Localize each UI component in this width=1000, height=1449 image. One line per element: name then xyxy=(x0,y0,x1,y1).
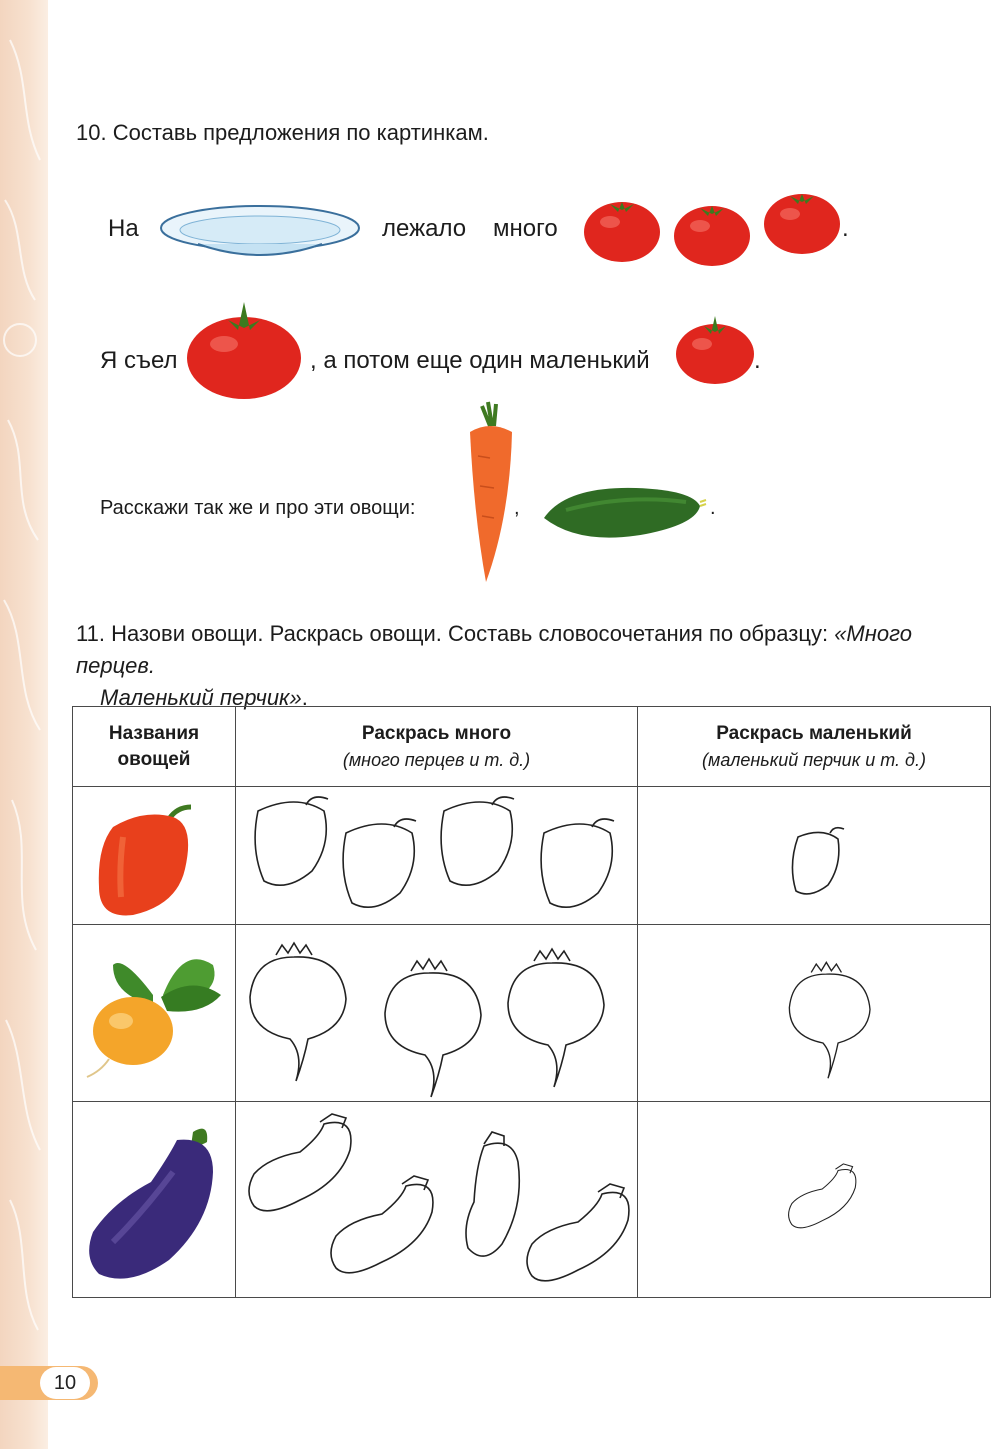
sentence2-middle: , а потом еще один маленький xyxy=(310,347,650,374)
page-number: 10 xyxy=(40,1367,90,1399)
small-tomato-icon xyxy=(674,314,756,386)
carrot-icon xyxy=(460,396,520,586)
pepper-many-outline-cell[interactable] xyxy=(236,787,638,925)
eggplant-picture-cell xyxy=(73,1101,236,1297)
pepper-small-outline-cell[interactable] xyxy=(638,787,991,925)
sentence2-start: Я съел xyxy=(100,347,178,374)
header-color-many-note: (много перцев и т. д.) xyxy=(342,749,531,770)
sentence2-period: . xyxy=(754,347,761,374)
turnip-outline-small[interactable] xyxy=(638,925,991,1101)
turnip-outlines-many[interactable] xyxy=(236,925,638,1101)
turnip-many-outline-cell[interactable] xyxy=(236,925,638,1101)
eggplant-many-outline-cell[interactable] xyxy=(236,1101,638,1297)
eggplant-icon xyxy=(73,1102,236,1298)
sentence1-word-lezhalo: лежало xyxy=(382,215,467,242)
leaf-pattern-decoration xyxy=(0,0,48,1449)
sentence3-period: . xyxy=(710,497,716,519)
table-row xyxy=(73,787,991,925)
pepper-picture-cell xyxy=(73,787,236,925)
sentence3-text: Расскажи так же и про эти овощи: xyxy=(100,497,416,519)
task11-title-period: . xyxy=(301,685,308,710)
big-tomato-icon xyxy=(184,298,304,402)
vegetables-table xyxy=(72,706,991,1298)
header-veg-names-line1: Названия xyxy=(108,722,200,744)
task10-title: 10. Составь предложения по картинкам. xyxy=(76,120,489,145)
pepper-outline-small[interactable] xyxy=(638,787,991,925)
tomatoes-group-icon xyxy=(580,190,850,270)
sentence1-period: . xyxy=(842,215,849,242)
task11-title xyxy=(76,618,996,714)
header-color-small xyxy=(638,707,991,787)
turnip-picture-cell xyxy=(73,925,236,1101)
turnip-small-outline-cell[interactable] xyxy=(638,925,991,1101)
table-row xyxy=(73,925,991,1101)
table-header-row xyxy=(73,707,991,787)
eggplant-small-outline-cell[interactable] xyxy=(638,1101,991,1297)
task11-title-main: 11. Назови овощи. Раскрась овощи. Составь словосочетания по образцу: xyxy=(76,621,835,646)
cucumber-icon xyxy=(536,480,708,546)
eggplant-outlines-many[interactable] xyxy=(236,1102,638,1298)
turnip-icon xyxy=(73,925,236,1101)
eggplant-outline-small[interactable] xyxy=(638,1102,991,1298)
header-color-many xyxy=(236,707,638,787)
sentence1-word-mnogo: много xyxy=(493,215,558,242)
header-color-many-title: Раскрась много xyxy=(361,722,512,744)
task11-title-example-1: «Много перцев. xyxy=(76,621,912,678)
header-color-small-title: Раскрась маленький xyxy=(716,722,912,744)
sentence1-word-na: На xyxy=(108,215,139,242)
page-side-strip xyxy=(0,0,48,1449)
plate-icon xyxy=(158,200,362,262)
pepper-outlines-many[interactable] xyxy=(236,787,638,925)
sentence3-comma: , xyxy=(514,497,520,519)
header-veg-names-line2: овощей xyxy=(117,748,191,770)
task11-title-example-2: Маленький перчик» xyxy=(100,685,302,710)
pepper-icon xyxy=(73,787,236,925)
table-row xyxy=(73,1101,991,1297)
header-veg-names xyxy=(73,707,236,787)
header-color-small-note: (маленький перчик и т. д.) xyxy=(702,749,926,770)
